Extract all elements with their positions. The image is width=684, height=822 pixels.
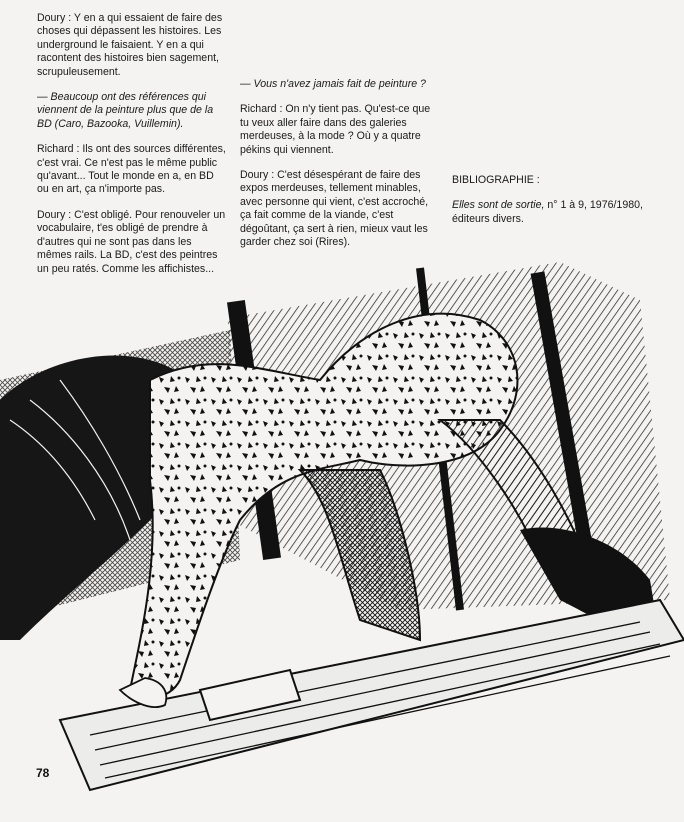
bibliography-entry [452, 199, 652, 226]
bibliography-heading: BIBLIOGRAPHIE : [452, 174, 540, 186]
paragraph-question-2: — Vous n'avez jamais fait de peinture ? [240, 78, 426, 90]
paragraph-doury-3: Doury : C'est désespérant de faire des expos merdeuses, tellement minables, avec personne qui vient, c'est accroché, ça fait comme de la viande, c'est dégoûtant, ça sert à rien, mieux vaut les garder chez soi (Rires). [240, 169, 429, 249]
paragraph-doury-2: Doury : C'est obligé. Pour renouveler un vocabulaire, t'es obligé de prendre à d'autres qui ne sont pas dans les mêmes rails. La BD, c'est des peintres un peu ratés. Comme les affichistes... [37, 208, 226, 275]
text-column-2 [240, 78, 440, 261]
paragraph-richard-2: Richard : On n'y tient pas. Qu'est-ce que tu veux aller faire dans des galeries merdeuses, à la mode ? Où y a quatre pékins qui viennent. [240, 103, 431, 156]
bibliography-section [452, 174, 652, 238]
bibliography-title: Elles sont de sortie, [452, 199, 545, 212]
bibliography-details: n° 1 à 9, 1976/1980, éditeurs divers. [452, 199, 643, 225]
paragraph-doury-1: Doury : Y en a qui essaient de faire des choses qui dépassent les histoires. Les underground le faisaient. Y en a qui racontent des histoires bien sagement, scrupuleusement. [37, 12, 223, 78]
paragraph-question-1: — Beaucoup ont des références qui viennent de la peinture plus que de la BD (Caro, Bazooka, Vuillemin). [37, 91, 214, 130]
page-number: 78 [36, 766, 50, 780]
text-column-1 [37, 12, 227, 288]
paragraph-richard-1: Richard : Ils ont des sources différentes, c'est vrai. Ce n'est pas le même public qu'avant... Tout le monde en a, en BD ou en art, ça n'importe pas. [37, 143, 226, 196]
comic-illustration [0, 262, 684, 822]
